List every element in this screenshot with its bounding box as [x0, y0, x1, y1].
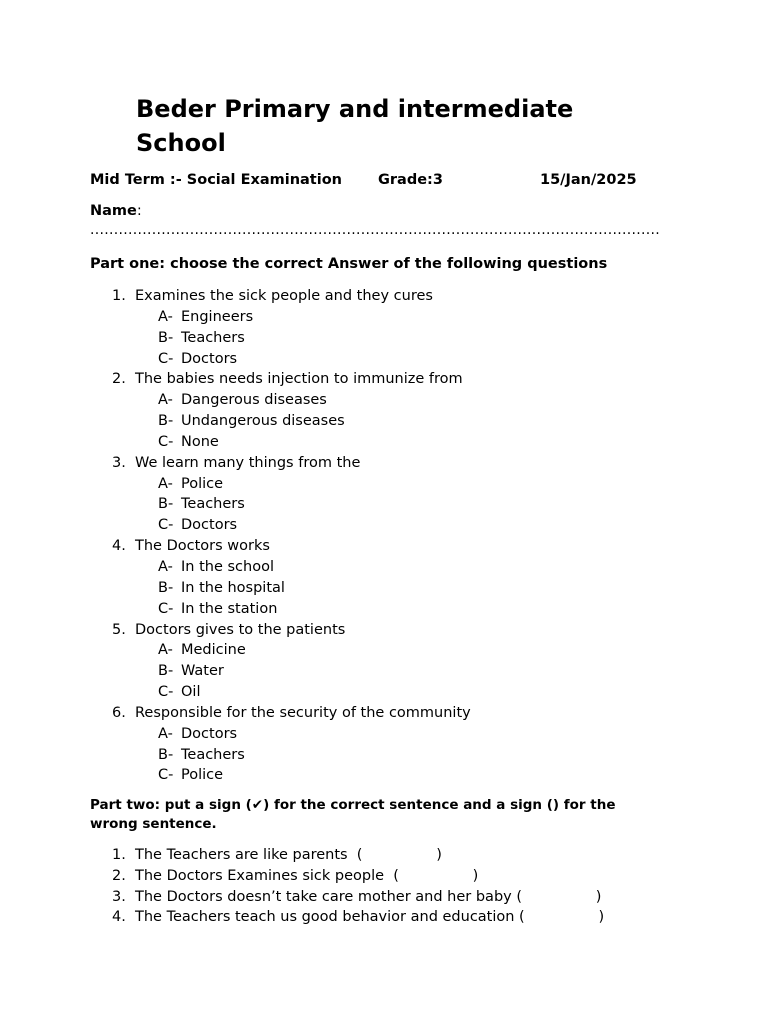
name-dotted-line: ........................................................................................................................ — [90, 222, 661, 238]
question-number: 3. — [112, 454, 126, 471]
school-title: Beder Primary and intermediate School — [136, 95, 574, 157]
question-number: 1. — [112, 288, 126, 304]
option-text: Teachers — [181, 746, 245, 763]
option-letter: C- — [158, 433, 174, 450]
answer-option — [90, 494, 710, 515]
statement-text: The Teachers are like parents ( ) — [135, 847, 442, 863]
answer-option — [90, 640, 710, 661]
statement-text: The Doctors Examines sick people ( ) — [135, 867, 479, 884]
statement-item — [90, 866, 710, 887]
answer-option — [90, 661, 710, 682]
option-text: Medicine — [181, 642, 246, 659]
statement-text: The Doctors doesn’t take care mother and her baby ( ) — [135, 888, 602, 905]
statement-text: The Teachers teach us good behavior and education ( ) — [135, 909, 605, 926]
question-row — [90, 536, 710, 557]
question-item — [90, 620, 710, 703]
option-text: Water — [181, 663, 224, 680]
option-letter: A- — [158, 725, 173, 742]
option-letter: B- — [158, 329, 174, 346]
option-letter: A- — [158, 392, 173, 409]
exam-info-row — [90, 172, 690, 192]
question-row — [90, 453, 710, 474]
option-text: Doctors — [181, 517, 238, 534]
option-text: Undangerous diseases — [181, 413, 345, 430]
option-letter: B- — [158, 496, 174, 513]
option-text: Teachers — [181, 329, 245, 346]
option-text: Police — [181, 767, 224, 784]
option-letter: B- — [158, 579, 174, 596]
question-number: 4. — [112, 538, 126, 555]
statement-number: 2. — [112, 867, 126, 884]
answer-option — [90, 349, 710, 370]
option-text: In the school — [181, 558, 274, 575]
answer-option — [90, 411, 710, 432]
question-row — [90, 286, 710, 307]
option-letter: A- — [158, 475, 173, 492]
answer-option — [90, 557, 710, 578]
statement-list — [90, 845, 710, 928]
option-letter: B- — [158, 663, 174, 680]
option-letter: C- — [158, 600, 174, 617]
part-two-heading: Part two: put a sign (✔) for the correct sentence and a sign () for the wrong sentence. — [90, 797, 616, 832]
option-text: In the hospital — [181, 579, 285, 596]
answer-option — [90, 515, 710, 536]
question-text: The babies needs injection to immunize from — [135, 371, 463, 388]
statement-item — [90, 907, 710, 928]
question-text: Examines the sick people and they cures — [135, 288, 433, 304]
name-field — [90, 203, 142, 219]
answer-option — [90, 474, 710, 495]
grade-label: Grade:3 — [378, 172, 443, 188]
option-text: Oil — [181, 684, 201, 701]
option-letter: B- — [158, 413, 174, 430]
question-item — [90, 369, 710, 452]
option-text: Police — [181, 475, 224, 492]
answer-option — [90, 745, 710, 766]
option-text: Doctors — [181, 350, 238, 367]
question-list — [90, 286, 710, 786]
statement-number: 1. — [112, 847, 126, 863]
question-row — [90, 620, 710, 641]
answer-option — [90, 682, 710, 703]
option-text: Engineers — [181, 308, 254, 325]
question-item — [90, 703, 710, 786]
name-label: Name — [90, 203, 137, 219]
question-text: Responsible for the security of the community — [135, 704, 471, 721]
question-number: 6. — [112, 704, 126, 721]
answer-option — [90, 307, 710, 328]
answer-option — [90, 765, 710, 786]
question-text: We learn many things from the — [135, 454, 361, 471]
option-text: Dangerous diseases — [181, 392, 327, 409]
option-text: In the station — [181, 600, 278, 617]
question-item — [90, 286, 710, 369]
question-item — [90, 453, 710, 536]
name-colon: : — [136, 203, 142, 219]
question-row — [90, 703, 710, 724]
option-letter: A- — [158, 308, 173, 325]
statement-item — [90, 887, 710, 908]
question-text: The Doctors works — [135, 538, 270, 555]
option-letter: C- — [158, 767, 174, 784]
exam-date: 15/Jan/2025 — [540, 172, 637, 188]
option-text: Teachers — [181, 496, 245, 513]
option-letter: C- — [158, 517, 174, 534]
question-text: Doctors gives to the patients — [135, 621, 346, 638]
question-item — [90, 536, 710, 619]
option-letter: C- — [158, 684, 174, 701]
option-text: None — [181, 433, 219, 450]
question-row — [90, 369, 710, 390]
option-letter: C- — [158, 350, 174, 367]
answer-option — [90, 328, 710, 349]
answer-option — [90, 599, 710, 620]
statement-number: 4. — [112, 909, 126, 926]
option-letter: A- — [158, 642, 173, 659]
statement-number: 3. — [112, 888, 126, 905]
statement-item — [90, 845, 710, 866]
part-one-heading: Part one: choose the correct Answer of the following questions — [90, 256, 608, 272]
answer-option — [90, 390, 710, 411]
question-number: 2. — [112, 371, 126, 388]
answer-option — [90, 432, 710, 453]
option-letter: A- — [158, 558, 173, 575]
option-text: Doctors — [181, 725, 238, 742]
option-letter: B- — [158, 746, 174, 763]
exam-title: Mid Term :- Social Examination — [90, 172, 342, 188]
question-number: 5. — [112, 621, 126, 638]
answer-option — [90, 724, 710, 745]
answer-option — [90, 578, 710, 599]
